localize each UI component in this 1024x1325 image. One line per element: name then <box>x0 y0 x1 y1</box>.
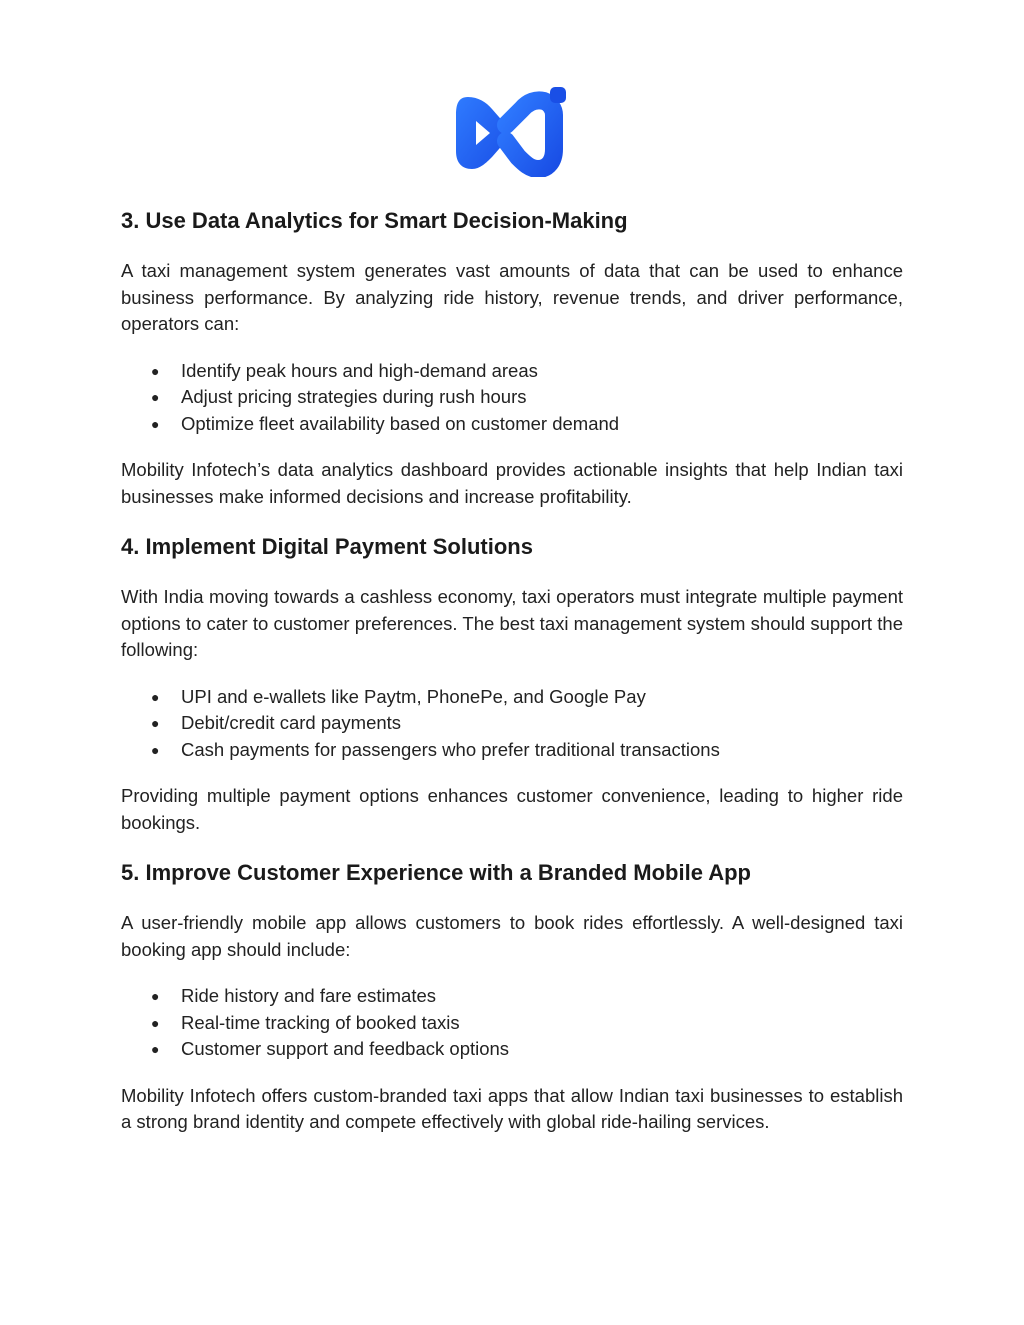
list-item: ● Customer support and feedback options <box>121 1036 903 1063</box>
section-data-analytics <box>121 206 903 510</box>
section-digital-payments <box>121 532 903 836</box>
bullet-icon: ● <box>151 1014 160 1031</box>
brand-logo-icon <box>454 87 570 177</box>
list-item: ● Identify peak hours and high-demand areas <box>121 358 903 385</box>
bullet-icon: ● <box>151 715 160 731</box>
list-item: ● Cash payments for passengers who prefer traditional transactions <box>121 737 903 764</box>
bullet-icon: ● <box>151 389 160 405</box>
section-heading: 3. Use Data Analytics for Smart Decision-Making <box>121 208 628 233</box>
section-outro: Providing multiple payment options enhances customer convenience, leading to higher ride bookings. <box>121 785 903 833</box>
section-branded-app <box>121 858 903 1136</box>
list-item: ● Debit/credit card payments <box>121 710 903 737</box>
bullet-icon: ● <box>151 741 160 758</box>
list-item: ● Real-time tracking of booked taxis <box>121 1010 903 1037</box>
section-outro: Mobility Infotech’s data analytics dashboard provides actionable insights that help Indian taxi businesses make informed decisions and increase profitability. <box>121 459 903 507</box>
bullet-list <box>121 684 903 764</box>
list-item: ● Adjust pricing strategies during rush hours <box>121 384 903 411</box>
bullet-icon: ● <box>151 415 160 432</box>
article-body <box>121 206 903 1136</box>
section-intro: With India moving towards a cashless economy, taxi operators must integrate multiple payment options to cater to customer preferences. The best taxi management system should support the following: <box>121 586 903 660</box>
bullet-icon: ● <box>151 362 160 379</box>
section-intro: A user-friendly mobile app allows customers to book rides effortlessly. A well-designed taxi booking app should include: <box>121 912 903 960</box>
section-heading: 4. Implement Digital Payment Solutions <box>121 534 533 559</box>
list-item: ● Ride history and fare estimates <box>121 983 903 1010</box>
section-heading: 5. Improve Customer Experience with a Branded Mobile App <box>121 860 751 885</box>
bullet-icon: ● <box>151 1041 160 1057</box>
bullet-list <box>121 358 903 438</box>
list-item: ● Optimize fleet availability based on customer demand <box>121 411 903 438</box>
list-item: ● UPI and e-wallets like Paytm, PhonePe, and Google Pay <box>121 684 903 711</box>
bullet-icon: ● <box>151 688 160 705</box>
section-outro: Mobility Infotech offers custom-branded taxi apps that allow Indian taxi businesses to establish a strong brand identity and compete effectively with global ride-hailing services. <box>121 1084 903 1132</box>
bullet-icon: ● <box>151 988 160 1004</box>
section-intro: A taxi management system generates vast amounts of data that can be used to enhance business performance. By analyzing ride history, revenue trends, and driver performance, operators can: <box>121 260 903 334</box>
bullet-list <box>121 983 903 1063</box>
